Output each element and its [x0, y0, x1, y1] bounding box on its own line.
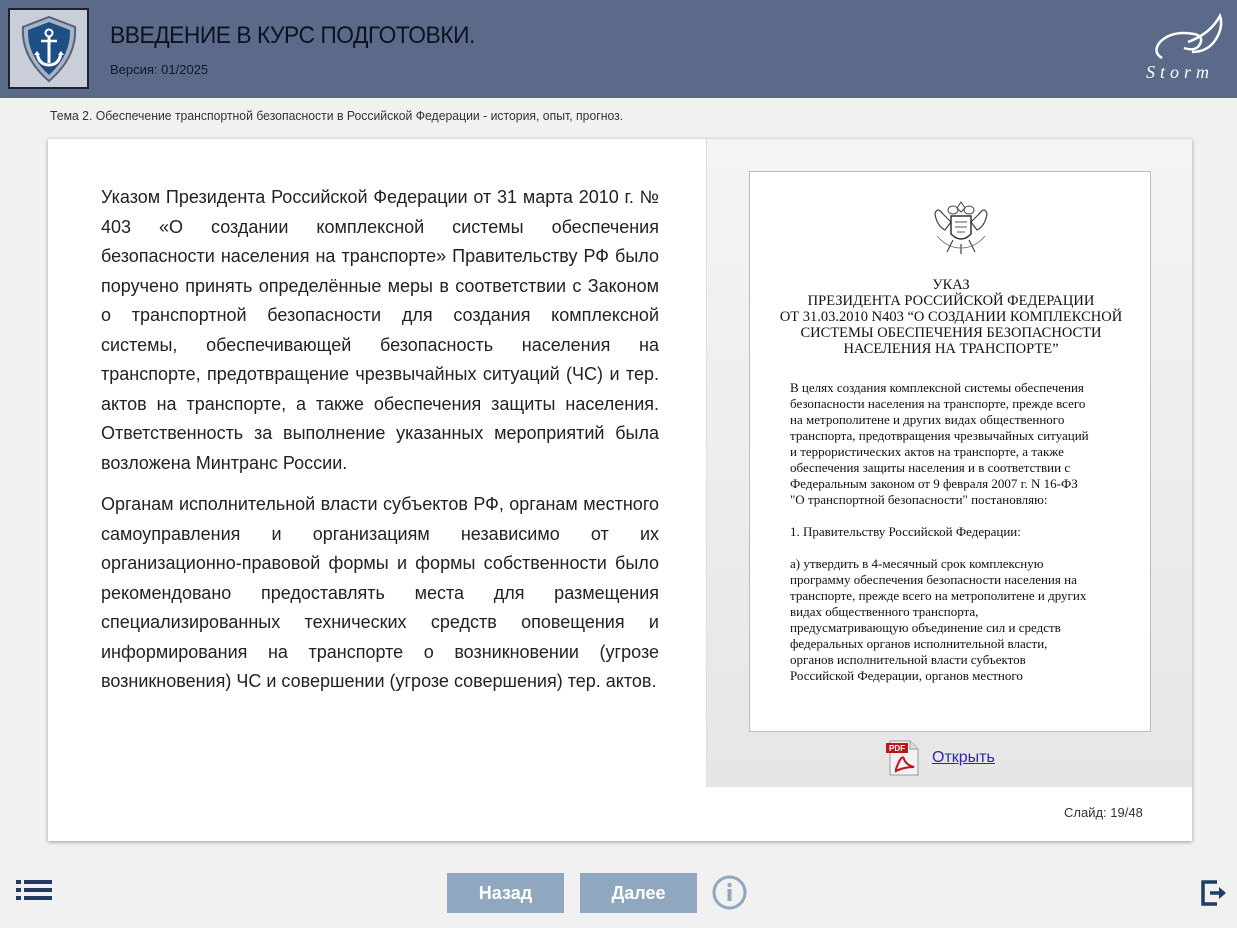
doc-heading-line: СИСТЕМЫ ОБЕСПЕЧЕНИЯ БЕЗОПАСНОСТИ: [800, 325, 1102, 341]
doc-heading-line: НАСЕЛЕНИЯ НА ТРАНСПОРТЕ”: [843, 341, 1059, 357]
app-header: [0, 0, 1237, 98]
topic-title: Тема 2. Обеспечение транспортной безопасности в Российской Федерации - история, опыт, прогноз.: [50, 108, 624, 123]
doc-line: программу обеспечения безопасности населения на: [790, 572, 1077, 587]
doc-line: Федеральным законом от 9 февраля 2007 г. N 16-ФЗ: [790, 476, 1078, 491]
slide-card: [48, 139, 1192, 841]
anchor-shield-icon: [13, 13, 85, 85]
doc-paragraph: [790, 556, 1130, 684]
doc-line: Российской Федерации, органов местного: [790, 668, 1023, 683]
doc-line: В целях создания комплексной системы обеспечения: [790, 380, 1084, 395]
doc-line: "О транспортной безопасности" постановляю:: [790, 492, 1048, 507]
document-preview: [749, 171, 1151, 732]
doc-heading-line: УКАЗ: [932, 277, 970, 293]
doc-line: безопасности населения на транспорте, прежде всего: [790, 396, 1086, 411]
coat-of-arms-icon: [933, 196, 989, 258]
doc-line: предусматривающую объединение сил и средств: [790, 620, 1061, 635]
doc-heading-line: ПРЕЗИДЕНТА РОССИЙСКОЙ ФЕДЕРАЦИИ: [807, 293, 1095, 309]
open-document-row[interactable]: [884, 739, 995, 777]
slide-text: [101, 183, 659, 709]
open-document-link[interactable]: Открыть: [932, 749, 995, 766]
slide-counter-current: 19: [1110, 805, 1125, 820]
app-title: ВВЕДЕНИЕ В КУРС ПОДГОТОВКИ.: [110, 22, 475, 49]
doc-heading-line: ОТ 31.03.2010 N403 “О СОЗДАНИИ КОМПЛЕКСНОЙ: [779, 309, 1123, 325]
document-panel: [706, 139, 1192, 787]
storm-brand-logo: [1140, 12, 1230, 84]
doc-line: транспорте, прежде всего на метрополитене и других: [790, 588, 1087, 603]
doc-line: видах общественного транспорта,: [790, 604, 979, 619]
back-button[interactable]: Назад: [447, 873, 564, 913]
doc-line: обеспечения защиты населения и в соответствии с: [790, 460, 1071, 475]
slide-counter: [1064, 805, 1143, 820]
slide-counter-separator: /: [1124, 805, 1129, 820]
doc-paragraph: [790, 380, 1130, 508]
exit-icon[interactable]: [1199, 878, 1229, 908]
doc-line: 1. Правительству Российской Федерации:: [790, 524, 1021, 539]
info-icon[interactable]: [712, 875, 747, 910]
menu-list-icon[interactable]: [14, 878, 54, 906]
slide-counter-label: Слайд:: [1064, 805, 1107, 820]
document-heading: [770, 277, 1132, 357]
document-body: [790, 380, 1130, 700]
doc-line: и террористических актов на транспорте, а также: [790, 444, 1064, 459]
slide-paragraph-2: Органам исполнительной власти субъектов РФ, органам местного самоуправления и организациям независимо от их организационно-правовой формы и формы собственности было рекомендовано предоставлять места для размещения специализированных технических средств оповещения и информирования на транспорте о возникновении (угрозе возникновения) ЧС и совершении (угрозе совершения) тер. актов.: [101, 494, 659, 691]
version-label: Версия: 01/2025: [110, 62, 209, 77]
doc-line: а) утвердить в 4-месячный срок комплексную: [790, 556, 1044, 571]
slide-paragraph-1: Указом Президента Российской Федерации от 31 марта 2010 г. № 403 «О создании комплексной системы обеспечения безопасности населения на транспорте» Правительству РФ было поручено принять определённые меры в соответствии с Законом о транспортной безопасности для создания комплексной системы, обеспечивающей безопасность населения на транспорте, предотвращение чрезвычайных ситуаций (ЧС) и тер. актов на транспорте, а также обеспечения защиты населения. Ответственность за выполнение указанных мероприятий была возложена Минтранс России.: [101, 187, 659, 473]
course-logo: [8, 8, 89, 89]
doc-paragraph: [790, 524, 1130, 540]
pdf-file-icon[interactable]: [884, 739, 922, 777]
doc-line: федеральных органов исполнительной власти,: [790, 636, 1048, 651]
brand-text: Storm: [1146, 62, 1215, 82]
next-button[interactable]: Далее: [580, 873, 697, 913]
doc-line: органов исполнительной власти субъектов: [790, 652, 1026, 667]
doc-line: транспорта, предотвращения чрезвычайных ситуаций: [790, 428, 1089, 443]
svg-text:PDF: PDF: [889, 744, 905, 753]
slide-counter-total: 48: [1128, 805, 1143, 820]
doc-line: на метрополитене и других видах общественного: [790, 412, 1065, 427]
